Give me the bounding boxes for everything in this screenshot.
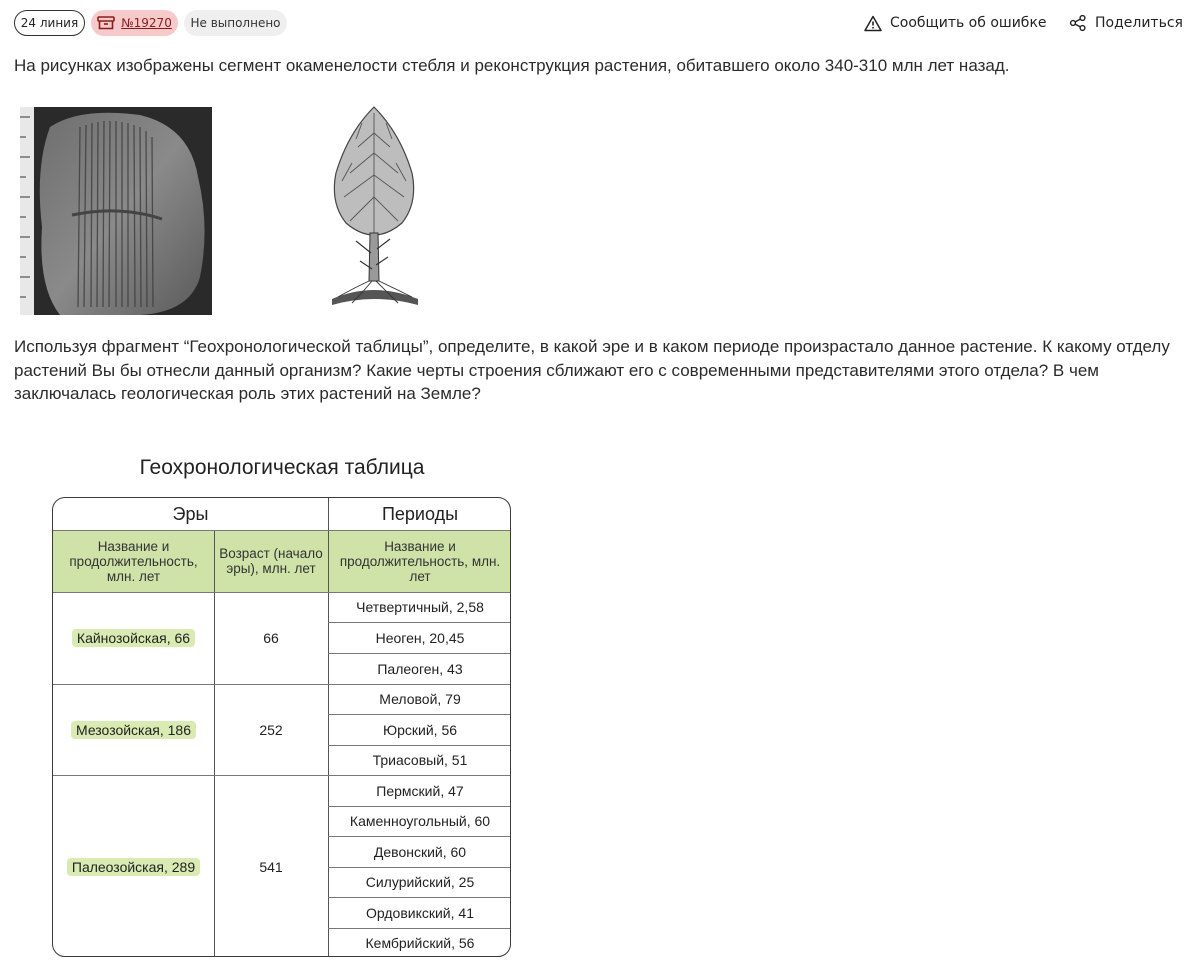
table-divider	[328, 714, 511, 715]
period-cell: Каменноугольный, 60	[349, 813, 491, 829]
period-cell: Четвертичный, 2,58	[356, 599, 484, 615]
period-cell: Ордовикский, 41	[366, 904, 474, 921]
table-divider	[53, 530, 511, 531]
period-cell: Кембрийский, 56	[365, 935, 475, 951]
line-chip-label: 24 линия	[20, 16, 79, 30]
period-cell: Пермский, 47	[376, 782, 464, 799]
period-cell: Меловой, 79	[379, 691, 461, 707]
era-name: Мезозойская, 186	[71, 721, 196, 739]
era-age: 66	[263, 630, 279, 646]
table-divider	[328, 745, 511, 746]
task-number-link[interactable]: №19270	[121, 16, 172, 30]
period-cell: Триасовый, 51	[372, 752, 468, 768]
fossil-stem-image	[20, 107, 212, 315]
warning-icon	[864, 15, 882, 32]
table-divider	[328, 806, 511, 807]
table-divider	[53, 684, 511, 685]
table-divider	[214, 530, 215, 957]
subheader-era-name: Название и продолжительность, млн. лет	[53, 530, 214, 592]
share-button[interactable]	[1069, 12, 1183, 34]
table-divider	[328, 928, 511, 929]
share-label: Поделиться	[1095, 15, 1183, 31]
status-label: Не выполнено	[190, 16, 281, 30]
era-name: Палеозойская, 289	[67, 858, 200, 876]
era-name: Кайнозойская, 66	[72, 629, 195, 647]
table-divider	[328, 836, 511, 837]
period-cell: Палеоген, 43	[377, 660, 463, 677]
task-header	[0, 0, 1200, 46]
table-divider	[328, 867, 511, 868]
share-icon	[1069, 14, 1087, 32]
archive-icon	[97, 16, 115, 30]
task-number-chip[interactable]	[91, 10, 178, 36]
subheader-era-age: Возраст (начало эры), млн. лет	[214, 530, 328, 592]
era-age: 252	[259, 721, 283, 738]
table-divider	[328, 498, 329, 957]
era-name-cell	[53, 592, 214, 684]
era-name-cell	[53, 775, 214, 957]
task-intro-text: На рисунках изображены сегмент окаменелости стебля и реконструкция растения, обитавшего около 340-310 млн лет назад.	[14, 56, 1010, 75]
table-divider	[53, 775, 511, 776]
plant-reconstruction-image	[322, 103, 426, 311]
task-question-text: Используя фрагмент “Геохронологической таблицы”, определите, в какой эре и в каком периоде произрастало данное растение. К какому отделу растений Вы бы отнесли данный организм? Какие черты строения сближают его с современными представителями этого отдела? В чем заключалась геологическая роль этих растений на Земле?	[14, 337, 1170, 403]
table-title: Геохронологическая таблица	[139, 456, 425, 479]
status-badge	[184, 10, 287, 36]
table-divider	[328, 897, 511, 898]
table-divider	[53, 592, 511, 593]
subheader-period-name: Название и продолжительность, млн. лет	[328, 530, 511, 592]
report-error-label: Сообщить об ошибке	[890, 15, 1047, 31]
period-cell: Силурийский, 25	[365, 874, 475, 890]
era-name-cell	[53, 684, 214, 775]
header-periods: Периоды	[381, 503, 459, 524]
line-chip[interactable]	[14, 10, 85, 36]
period-cell: Юрский, 56	[382, 721, 458, 738]
report-error-button[interactable]	[864, 12, 1047, 34]
geochronological-table	[52, 497, 511, 957]
table-divider	[328, 653, 511, 654]
era-age: 541	[259, 858, 283, 875]
period-cell: Девонский, 60	[373, 843, 467, 860]
period-cell: Неоген, 20,45	[375, 629, 465, 646]
table-divider	[328, 622, 511, 623]
header-eras: Эры	[172, 503, 209, 524]
